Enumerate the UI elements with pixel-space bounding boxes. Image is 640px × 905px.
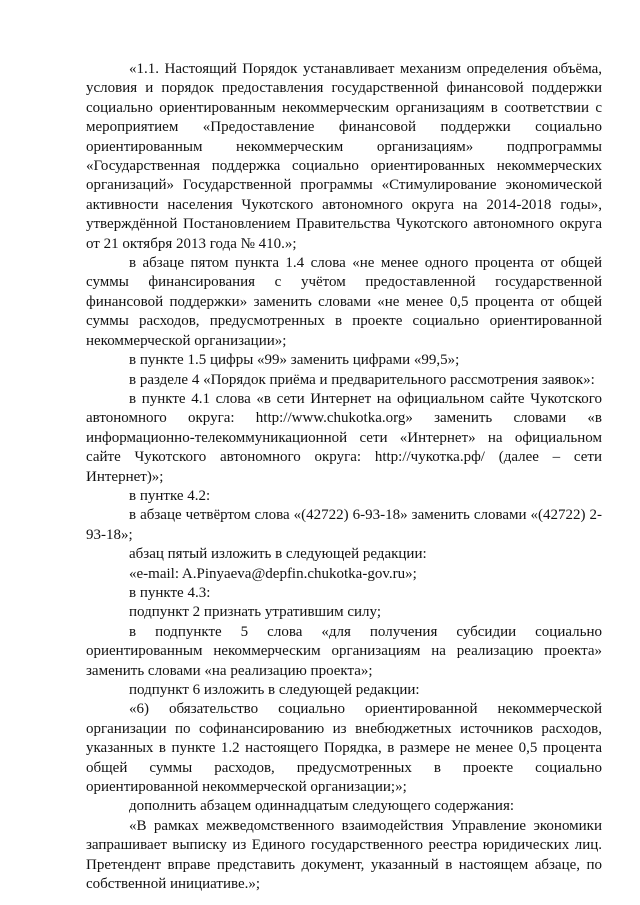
paragraph-section-4-heading: в разделе 4 «Порядок приёма и предварительного рассмотрения заявок»: <box>129 371 595 388</box>
paragraph-4-2-fifth-intro: абзац пятый изложить в следующей редакции: <box>129 546 427 563</box>
paragraph-subpoint-5: в подпункте 5 слова «для получения субсидии социально ориентированным некоммерческим организациям на реализацию проекта» заменить словами «на реализацию проекта»; <box>86 623 602 679</box>
paragraph-4-2-phone: в абзаце четвёртом слова «(42722) 6-93-18» заменить словами «(42722) 2-93-18»; <box>86 507 602 543</box>
paragraph-1-4-amendment: в абзаце пятом пункта 1.4 слова «не менее одного процента от общей суммы финансирования с учётом предоставленной государственной финансовой поддержки» заменить словами «не менее 0,5 процента от общей суммы расходов, предусмотренных в проекте социально ориентированной некоммерческой организации»; <box>86 255 602 349</box>
paragraph-eleventh-intro: дополнить абзацем одиннадцатым следующего содержания: <box>129 798 515 815</box>
paragraph-4-2-intro: в пунтке 4.2: <box>129 487 211 504</box>
paragraph-subpoint-6-intro: подпункт 6 изложить в следующей редакции: <box>129 682 420 698</box>
paragraph-email: «e-mail: A.Pinyaeva@depfin.chukotka-gov.ru»; <box>129 565 417 582</box>
paragraph-4-1-amendment: в пункте 4.1 слова «в сети Интернет на официальном сайте Чукотского автономного округа: http://www.chukotka.org» заменить словами «в информационно-телекоммуникационной сети «Интернет» на официальном сайте Чукотского автономного округа: http://чукотка.рф/ (далее – сети Интернет)»; <box>86 390 602 485</box>
paragraph-1-1-order-scope: «1.1. Настоящий Порядок устанавливает механизм определения объёма, условия и порядок предоставления государственной финансовой поддержки социально ориентированным некоммерческим организациям в соответствии с мероприятием «Предоставление финансовой поддержки социально ориентированным некоммерческим организациям» подпрограммы «Государственная поддержка социально ориентированных некоммерческих организаций» Государственной программы «Стимулирование экономической активности населения Чукотского автономного округа на 2014-2018 годы», утверждённой Постановлением Правительства Чукотского автономного округа от 21 октября 2013 года № 410.»; <box>86 61 602 252</box>
paragraph-4-3-intro: в пункте 4.3: <box>129 584 211 601</box>
paragraph-subpoint-6-text: «6) обязательство социально ориентированной некоммерческой организации по софинансированию из внебюджетных источников расходов, указанных в пункте 1.2 настоящего Порядка, в размере не менее 0,5 процента общей суммы расходов, предусмотренных в проекте социально ориентированной некоммерческой организации;»; <box>86 701 602 796</box>
document-body <box>86 60 602 894</box>
paragraph-eleventh-text: «В рамках межведомственного взаимодействия Управление экономики запрашивает выписку из Единого государственного реестра юридических лиц. Претендент вправе представить документ, указанный в настоящем абзаце, по собственной инициативе.»; <box>86 817 602 893</box>
paragraph-1-5-amendment: в пункте 1.5 цифры «99» заменить цифрами «99,5»; <box>129 352 460 369</box>
paragraph-subpoint-2: подпункт 2 признать утратившим силу; <box>129 604 381 621</box>
